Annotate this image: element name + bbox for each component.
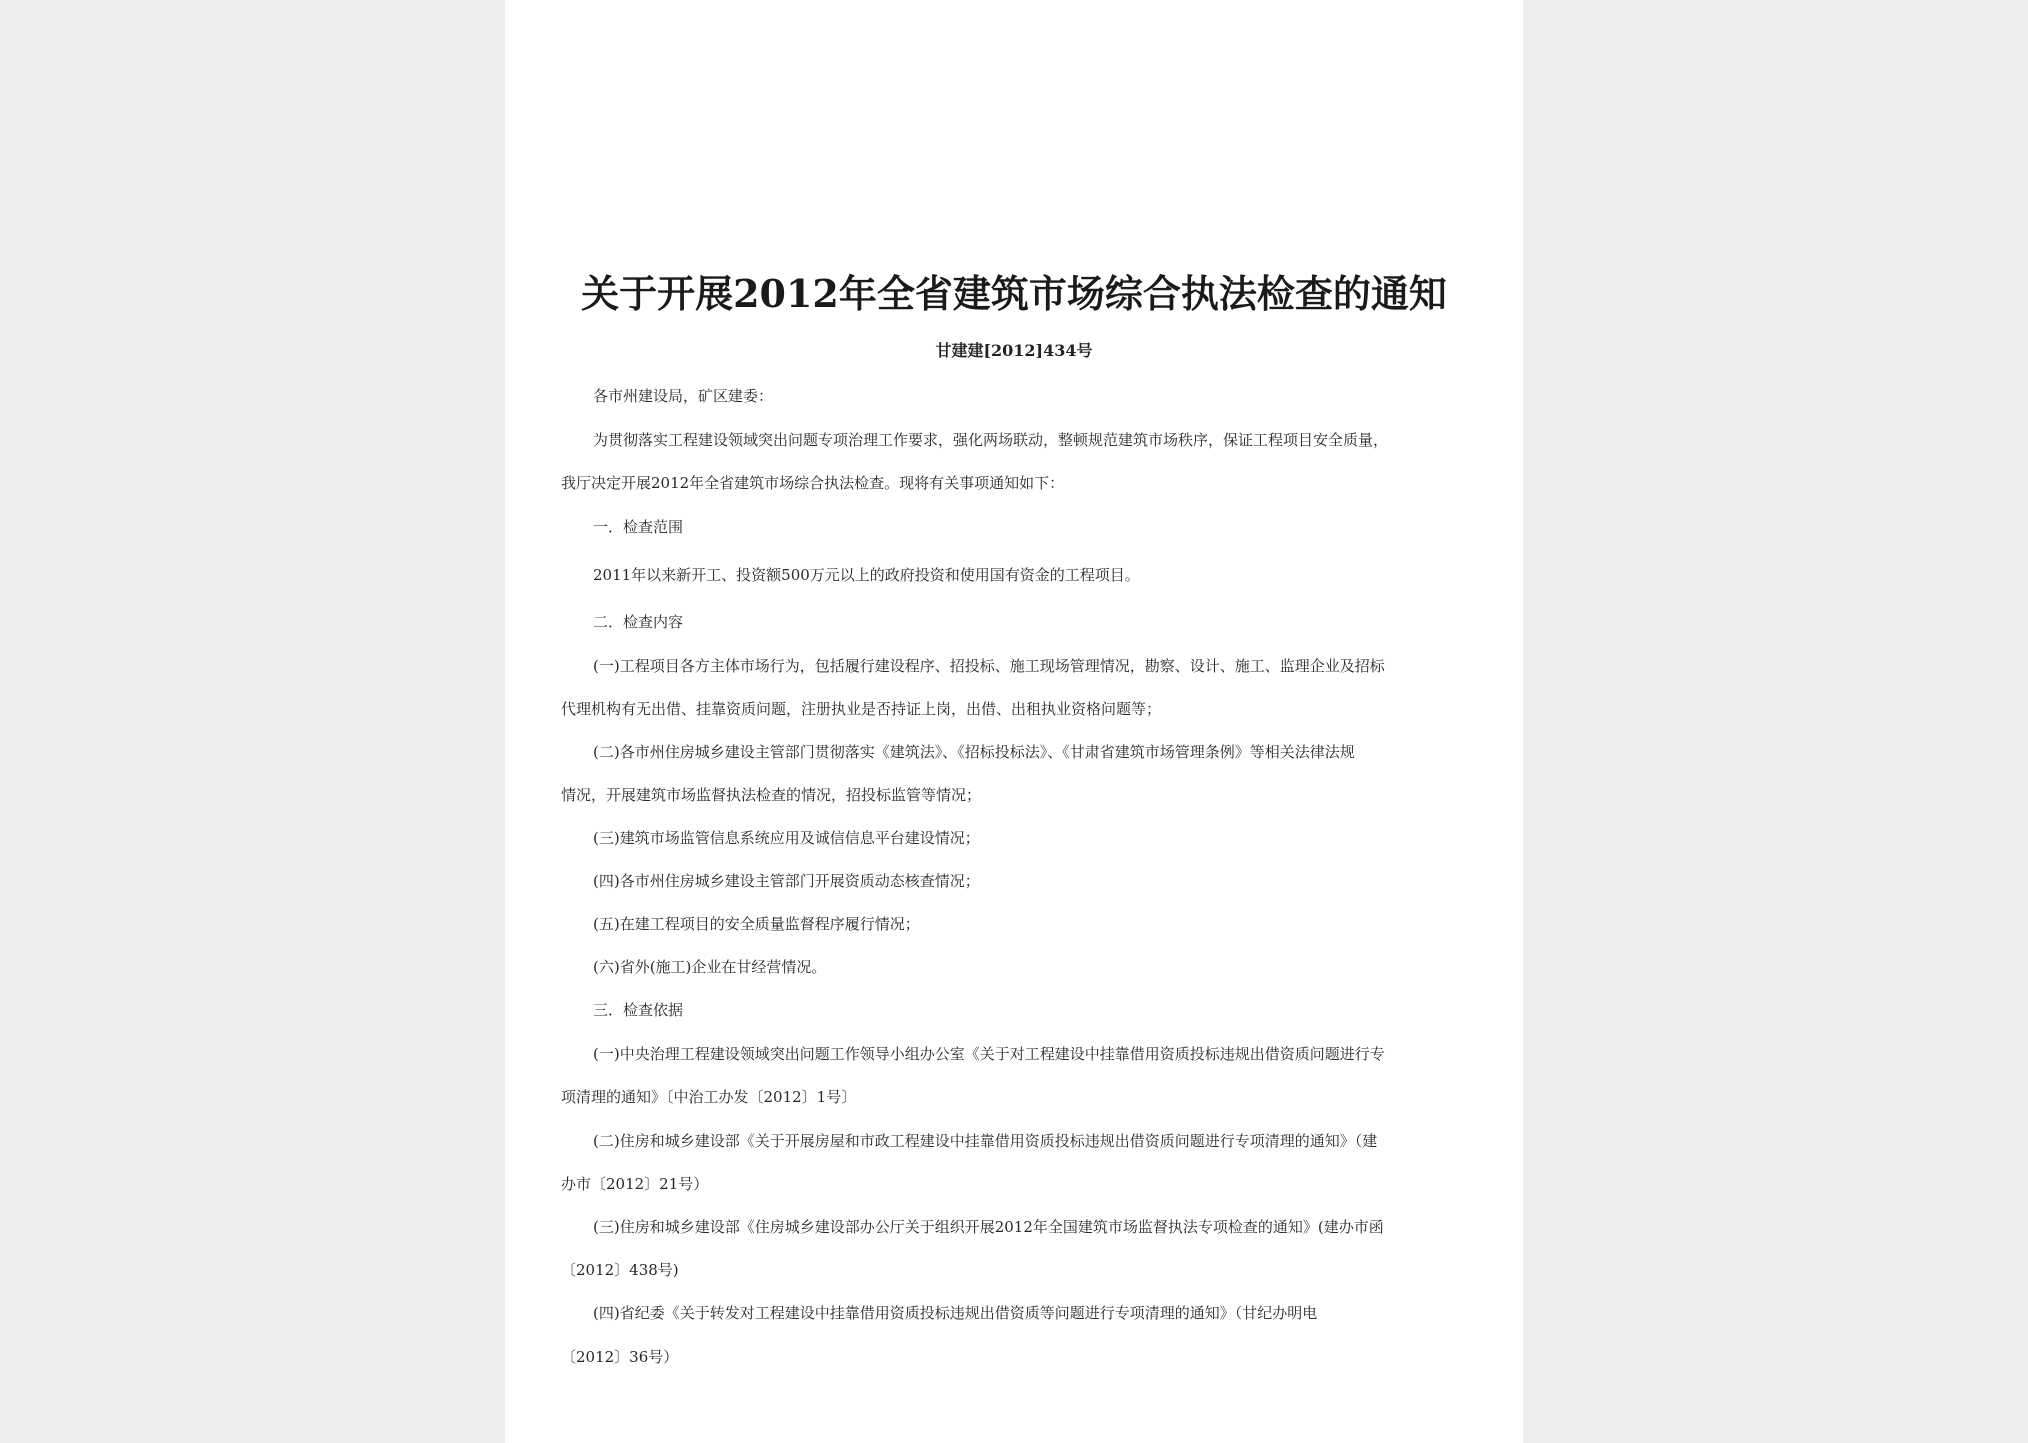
section-3-item-2-line-1: (二)住房和城乡建设部《关于开展房屋和市政工程建设中挂靠借用资质投标违规出借资质问题进行专项清理的通知》（建 (593, 1132, 1378, 1150)
document-title: 关于开展2012年全省建筑市场综合执法检查的通知 (581, 271, 1447, 316)
section-3-item-4-line-2: 〔2012〕36号） (561, 1348, 679, 1366)
section-2-item-1-line-1: (一)工程项目各方主体市场行为，包括履行建设程序、招投标、施工现场管理情况，勘察、设计、施工、监理企业及招标 (593, 657, 1385, 675)
intro-line-2: 我厅决定开展2012年全省建筑市场综合执法检查。现将有关事项通知如下： (561, 474, 1065, 492)
section-3-heading: 三．检查依据 (593, 1001, 684, 1019)
section-2-item-5: (五)在建工程项目的安全质量监督程序履行情况； (593, 915, 920, 933)
section-3-item-4-line-1: (四)省纪委《关于转发对工程建设中挂靠借用资质投标违规出借资质等问题进行专项清理的通知》（甘纪办明电 (593, 1304, 1318, 1322)
section-2-heading: 二．检查内容 (593, 613, 684, 631)
intro-line-1: 为贯彻落实工程建设领域突出问题专项治理工作要求，强化两场联动，整顿规范建筑市场秩序，保证工程项目安全质量， (593, 431, 1389, 449)
section-3-item-1-line-2: 项清理的通知》〔中治工办发〔2012〕1号〕 (561, 1088, 857, 1106)
section-3-item-3-line-1: (三)住房和城乡建设部《住房城乡建设部办公厅关于组织开展2012年全国建筑市场监督执法专项检查的通知》(建办市函 (593, 1218, 1384, 1236)
section-2-item-2-line-1: (二)各市州住房城乡建设主管部门贯彻落实《建筑法》、《招标投标法》、《甘肃省建筑市场管理条例》等相关法律法规 (593, 743, 1355, 761)
section-1-heading: 一．检查范围 (593, 518, 684, 536)
section-2-item-1-line-2: 代理机构有无出借、挂靠资质问题，注册执业是否持证上岗，出借、出租执业资格问题等； (561, 700, 1162, 718)
section-1-body: 2011年以来新开工、投资额500万元以上的政府投资和使用国有资金的工程项目。 (593, 566, 1140, 584)
document-page (505, 0, 1523, 1443)
section-3-item-2-line-2: 办市〔2012〕21号） (561, 1175, 709, 1193)
document-number: 甘建建[2012]434号 (935, 341, 1093, 360)
section-2-item-2-line-2: 情况，开展建筑市场监督执法检查的情况，招投标监管等情况； (561, 786, 982, 804)
section-2-item-3: (三)建筑市场监管信息系统应用及诚信信息平台建设情况； (593, 829, 980, 847)
salutation: 各市州建设局，矿区建委： (593, 387, 774, 405)
section-3-item-3-line-2: 〔2012〕438号) (561, 1261, 679, 1279)
section-3-item-1-line-1: (一)中央治理工程建设领域突出问题工作领导小组办公室《关于对工程建设中挂靠借用资质投标违规出借资质问题进行专 (593, 1045, 1385, 1063)
section-2-item-4: (四)各市州住房城乡建设主管部门开展资质动态核查情况； (593, 872, 980, 890)
section-2-item-6: (六)省外(施工)企业在甘经营情况。 (593, 958, 827, 976)
